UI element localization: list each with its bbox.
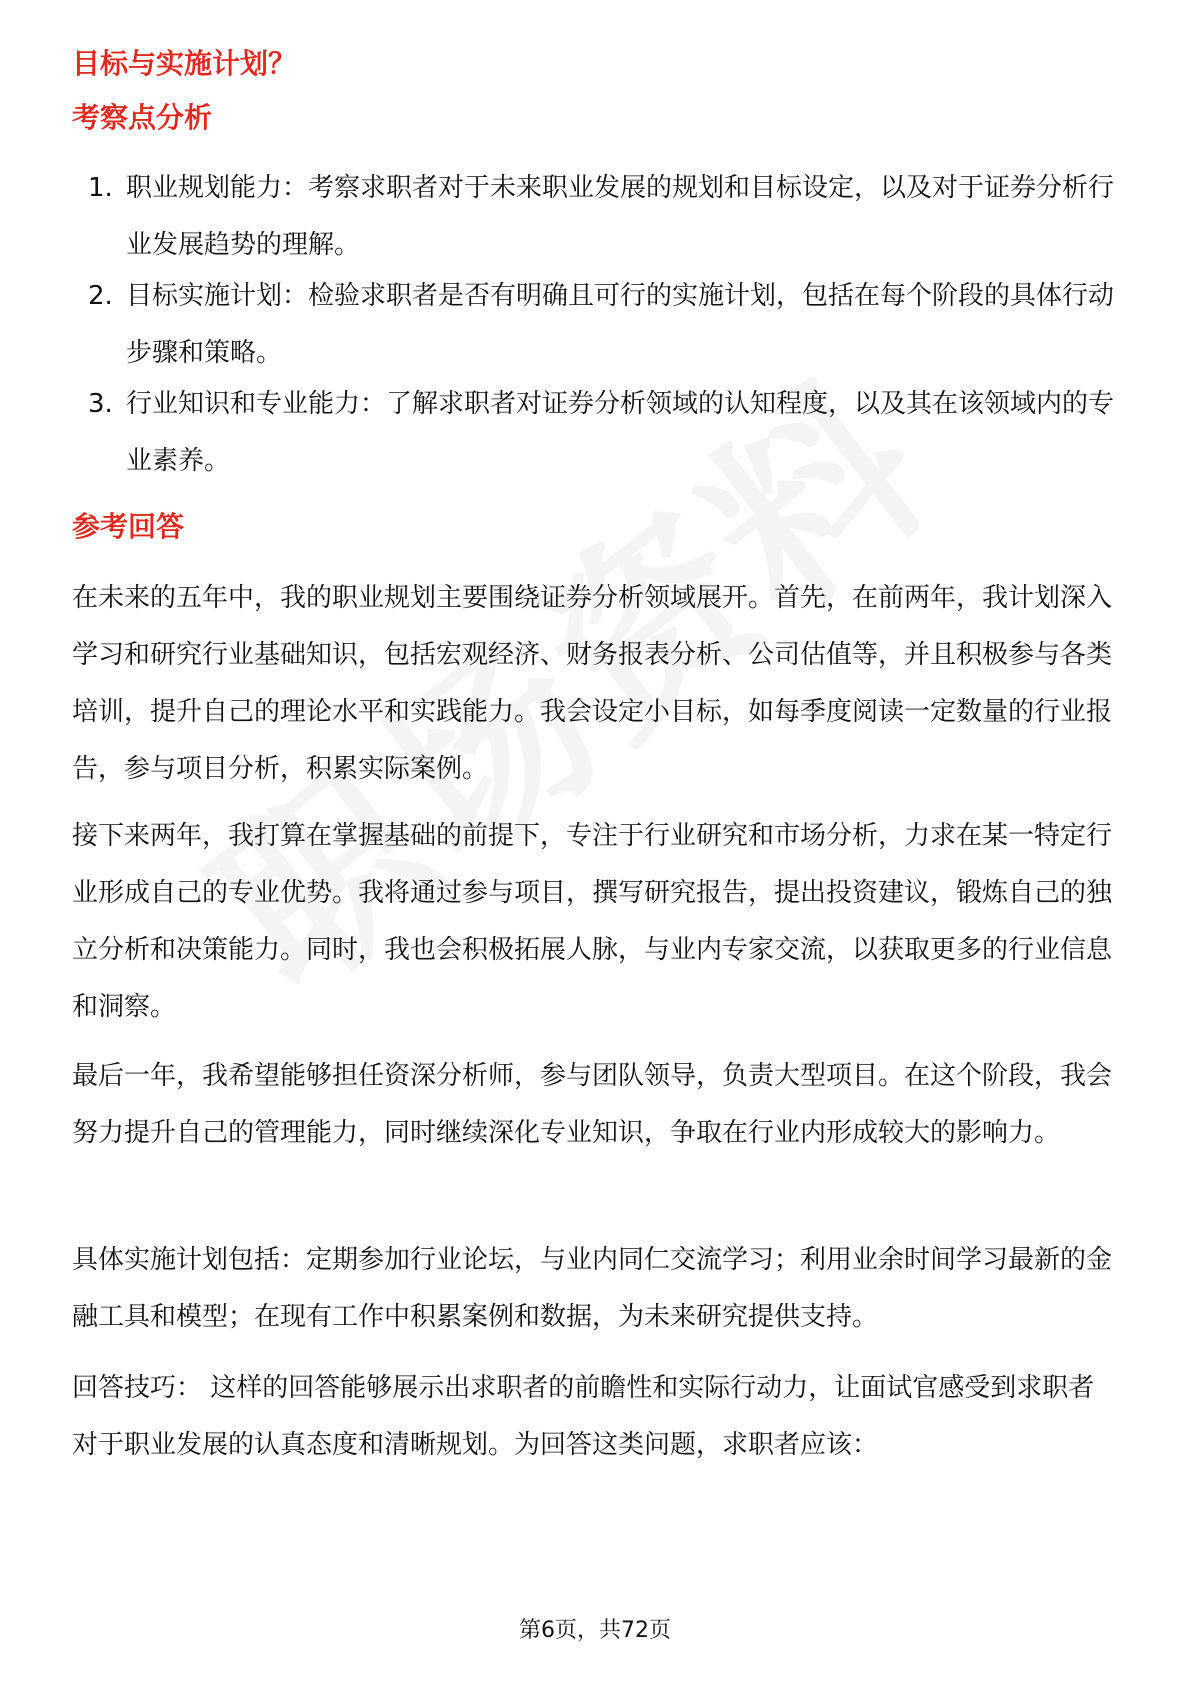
item-text: 职业规划能力：考察求职者对于未来职业发展的规划和目标设定，以及对于证券分析行业发展趋势的理解。 <box>126 173 1115 260</box>
question-heading: 目标与实施计划？ <box>72 47 297 80</box>
page-number: 第6页，共72页 <box>519 1618 671 1643</box>
answer-tips-paragraph: 回答技巧： 这样的回答能够展示出求职者的前瞻性和实际行动力，让面试官感受到求职者对于职业发展的认真态度和清晰规划。为回答这类问题，求职者应该： <box>72 1373 1095 1460</box>
item-number: 3. <box>88 389 113 419</box>
answer-paragraph: 接下来两年，我打算在掌握基础的前提下，专注于行业研究和市场分析，力求在某一特定行业形成自己的专业优势。我将通过参与项目，撰写研究报告，提出投资建议，锻炼自己的独立分析和决策能力。同时，我也会积极拓展人脉，与业内专家交流，以获取更多的行业信息和洞察。 <box>72 821 1113 1022</box>
answer-paragraph: 最后一年，我希望能够担任资深分析师，参与团队领导，负责大型项目。在这个阶段，我会努力提升自己的管理能力，同时继续深化专业知识，争取在行业内形成较大的影响力。 <box>72 1061 1113 1148</box>
analysis-heading: 考察点分析 <box>72 101 213 134</box>
answer-heading: 参考回答 <box>72 510 185 543</box>
answer-paragraph: 具体实施计划包括：定期参加行业论坛，与业内同仁交流学习；利用业余时间学习最新的金融工具和模型；在现有工作中积累案例和数据，为未来研究提供支持。 <box>72 1245 1113 1332</box>
answer-paragraph: 在未来的五年中，我的职业规划主要围绕证券分析领域展开。首先，在前两年，我计划深入学习和研究行业基础知识，包括宏观经济、财务报表分析、公司估值等，并且积极参与各类培训，提升自己的理论水平和实践能力。我会设定小目标，如每季度阅读一定数量的行业报告，参与项目分析，积累实际案例。 <box>72 583 1113 784</box>
item-number: 2. <box>88 281 113 311</box>
item-number: 1. <box>88 173 113 203</box>
item-text: 目标实施计划：检验求职者是否有明确且可行的实施计划，包括在每个阶段的具体行动步骤和策略。 <box>126 281 1115 368</box>
item-text: 行业知识和专业能力：了解求职者对证券分析领域的认知程度，以及其在该领域内的专业素养。 <box>126 389 1115 476</box>
